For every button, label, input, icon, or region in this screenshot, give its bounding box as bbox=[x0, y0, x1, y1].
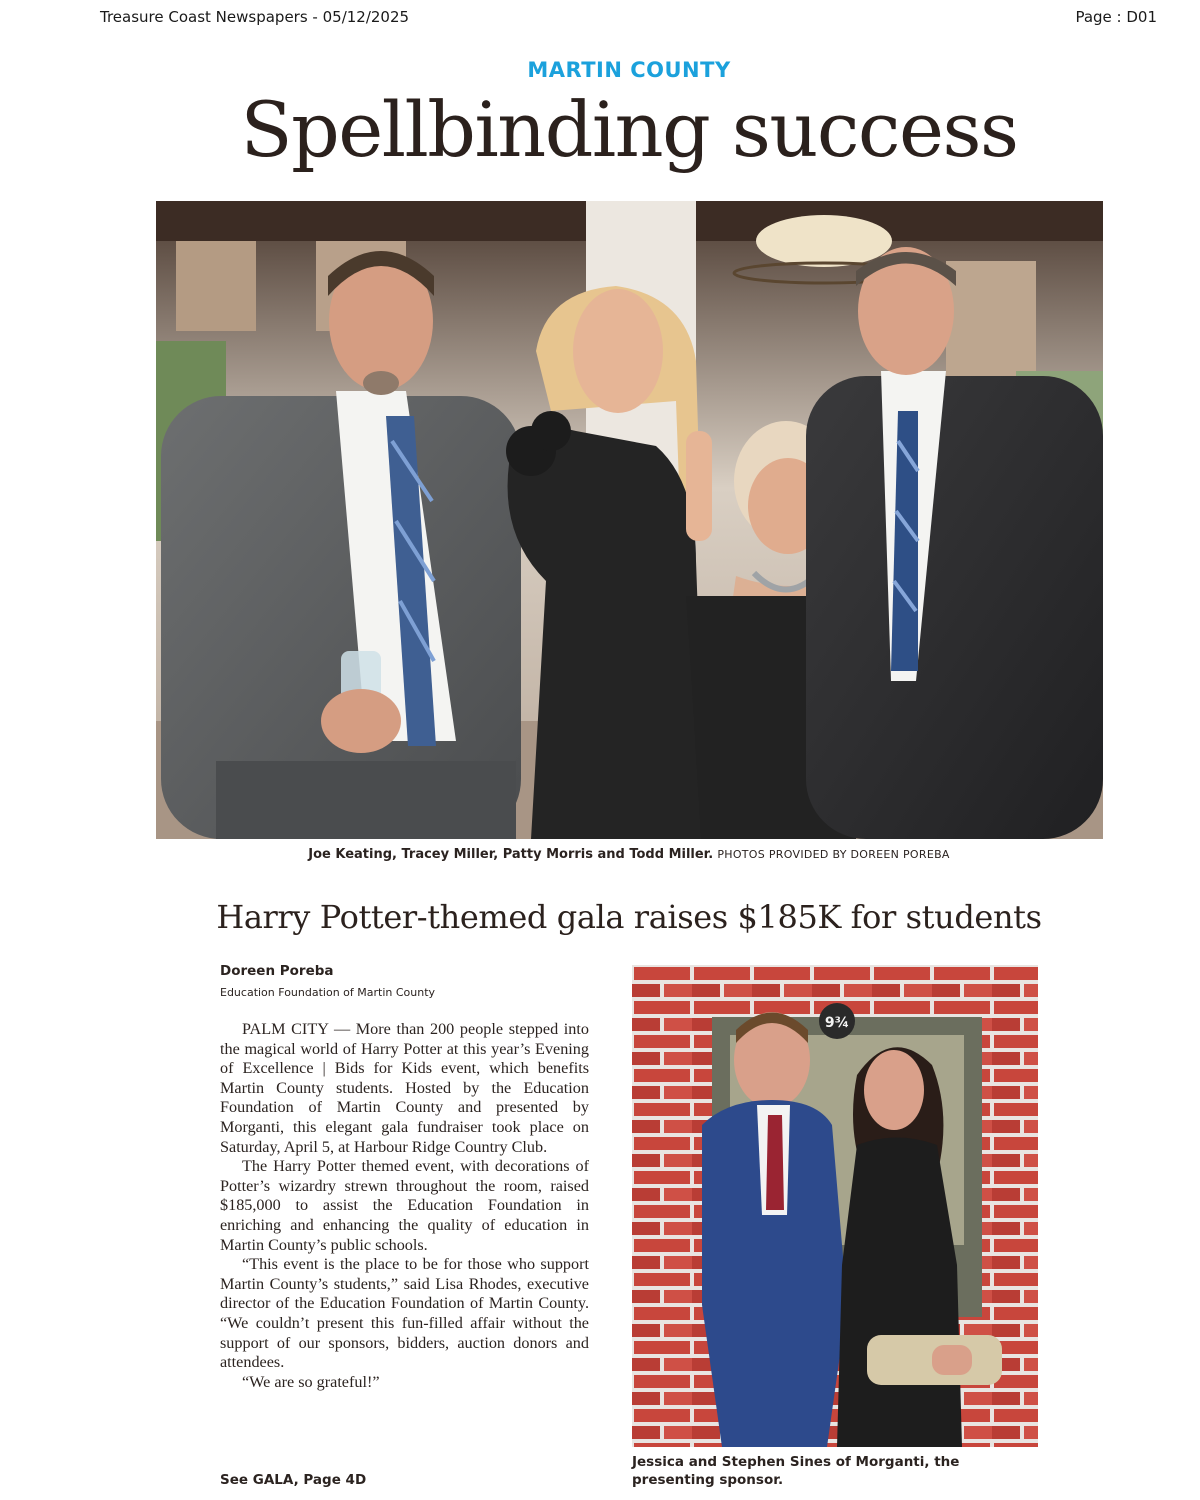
publication-date: Treasure Coast Newspapers - 05/12/2025 bbox=[100, 8, 410, 26]
side-photo-caption: Jessica and Stephen Sines of Morganti, the presenting sponsor. bbox=[632, 1454, 960, 1488]
article-body bbox=[220, 1020, 589, 1392]
section-label: MARTIN COUNTY bbox=[527, 58, 731, 82]
headline: Spellbinding success bbox=[240, 85, 1018, 174]
caption-names: Joe Keating, Tracey Miller, Patty Morris and Todd Miller. bbox=[308, 847, 714, 862]
platform-sign: 9¾ bbox=[824, 1015, 850, 1031]
article-paragraph: “We are so grateful!” bbox=[242, 1372, 380, 1391]
photo-credit: PHOTOS PROVIDED BY DOREEN POREBA bbox=[717, 848, 950, 861]
article-paragraph: PALM CITY — More than 200 people stepped into the magical world of Harry Potter at this year’s Evening of Excellence | Bids for Kids event, which benefits Martin County students. Hosted by the Education Foundation of Martin County and presented by Morganti, this elegant gala fundraiser took place on Saturday, April 5, at Harbour Ridge Country Club. bbox=[220, 1020, 589, 1156]
article-subheadline: Harry Potter-themed gala raises $185K for students bbox=[216, 898, 1042, 936]
main-photo bbox=[156, 201, 1103, 839]
page-number: Page : D01 bbox=[1075, 8, 1157, 26]
article-paragraph: “This event is the place to be for those who support Martin County’s students,” said Lisa Rhodes, executive director of the Education Foundation of Martin County. “We couldn’t present this fun-filled affair without the support of our sponsors, bidders, auction donors and attendees. bbox=[220, 1255, 589, 1372]
article-paragraph: The Harry Potter themed event, with decorations of Potter’s wizardry strewn throughout the room, raised $185,000 to assist the Education Foundation in enriching and enhancing the quality of education in Martin County’s public schools. bbox=[220, 1157, 589, 1254]
author-name: Doreen Poreba bbox=[220, 963, 334, 979]
couple-photo-illustration bbox=[632, 965, 1038, 1447]
author-affiliation: Education Foundation of Martin County bbox=[220, 986, 436, 999]
main-photo-caption bbox=[0, 847, 1200, 862]
jump-line: See GALA, Page 4D bbox=[220, 1472, 367, 1488]
group-photo-illustration bbox=[156, 201, 1103, 839]
page-header bbox=[100, 8, 1157, 28]
side-photo bbox=[632, 965, 1038, 1447]
